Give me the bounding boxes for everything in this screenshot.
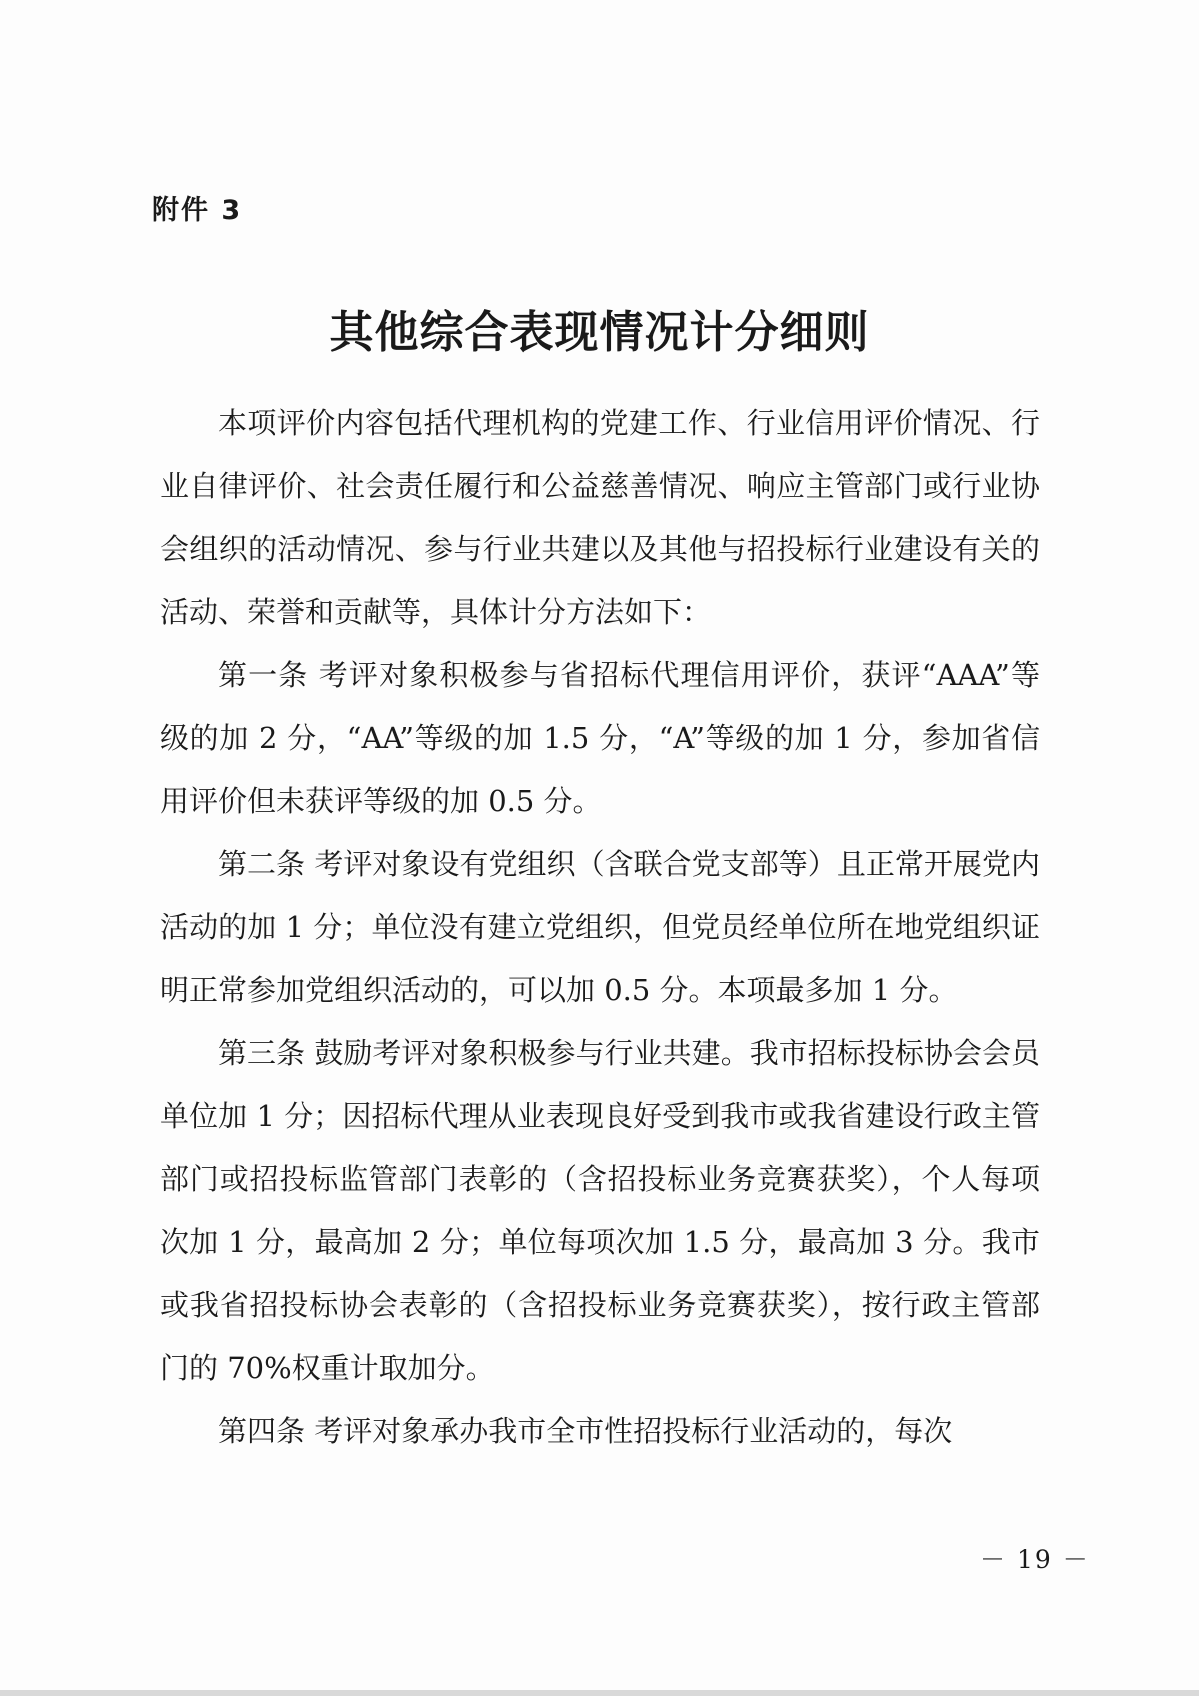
document-body <box>160 392 1040 1463</box>
document-title: 其他综合表现情况计分细则 <box>329 307 870 358</box>
paragraph-article-3: 第三条 鼓励考评对象积极参与行业共建。我市招标投标协会会员单位加 1 分；因招标代理从业表现良好受到我市或我省建设行政主管部门或招投标监管部门表彰的（含招投标业务竞赛获奖），个人每项次加 1 分，最高加 2 分；单位每项次加 1.5 分，最高加 3 分。我市或我省招投标协会表彰的（含招投标业务竞赛获奖），按行政主管部门的 70%权重计取加分。 <box>160 1036 1040 1385</box>
paragraph-intro: 本项评价内容包括代理机构的党建工作、行业信用评价情况、行业自律评价、社会责任履行和公益慈善情况、响应主管部门或行业协会组织的活动情况、参与行业共建以及其他与招投标行业建设有关的活动、荣誉和贡献等，具体计分方法如下： <box>160 406 1040 629</box>
paragraph-article-1: 第一条 考评对象积极参与省招标代理信用评价，获评“AAA”等级的加 2 分，“AA”等级的加 1.5 分，“A”等级的加 1 分，参加省信用评价但未获评等级的加 0.5 分。 <box>160 658 1040 818</box>
page-number: － 19 － <box>980 1545 1090 1574</box>
attachment-label: 附件 3 <box>152 195 243 226</box>
scan-edge-divider <box>0 1690 1199 1696</box>
paragraph-article-4: 第四条 考评对象承办我市全市性招投标行业活动的，每次 <box>218 1414 953 1448</box>
paragraph-article-2: 第二条 考评对象设有党组织（含联合党支部等）且正常开展党内活动的加 1 分；单位没有建立党组织，但党员经单位所在地党组织证明正常参加党组织活动的，可以加 0.5 分。本项最多加 1 分。 <box>160 847 1040 1007</box>
